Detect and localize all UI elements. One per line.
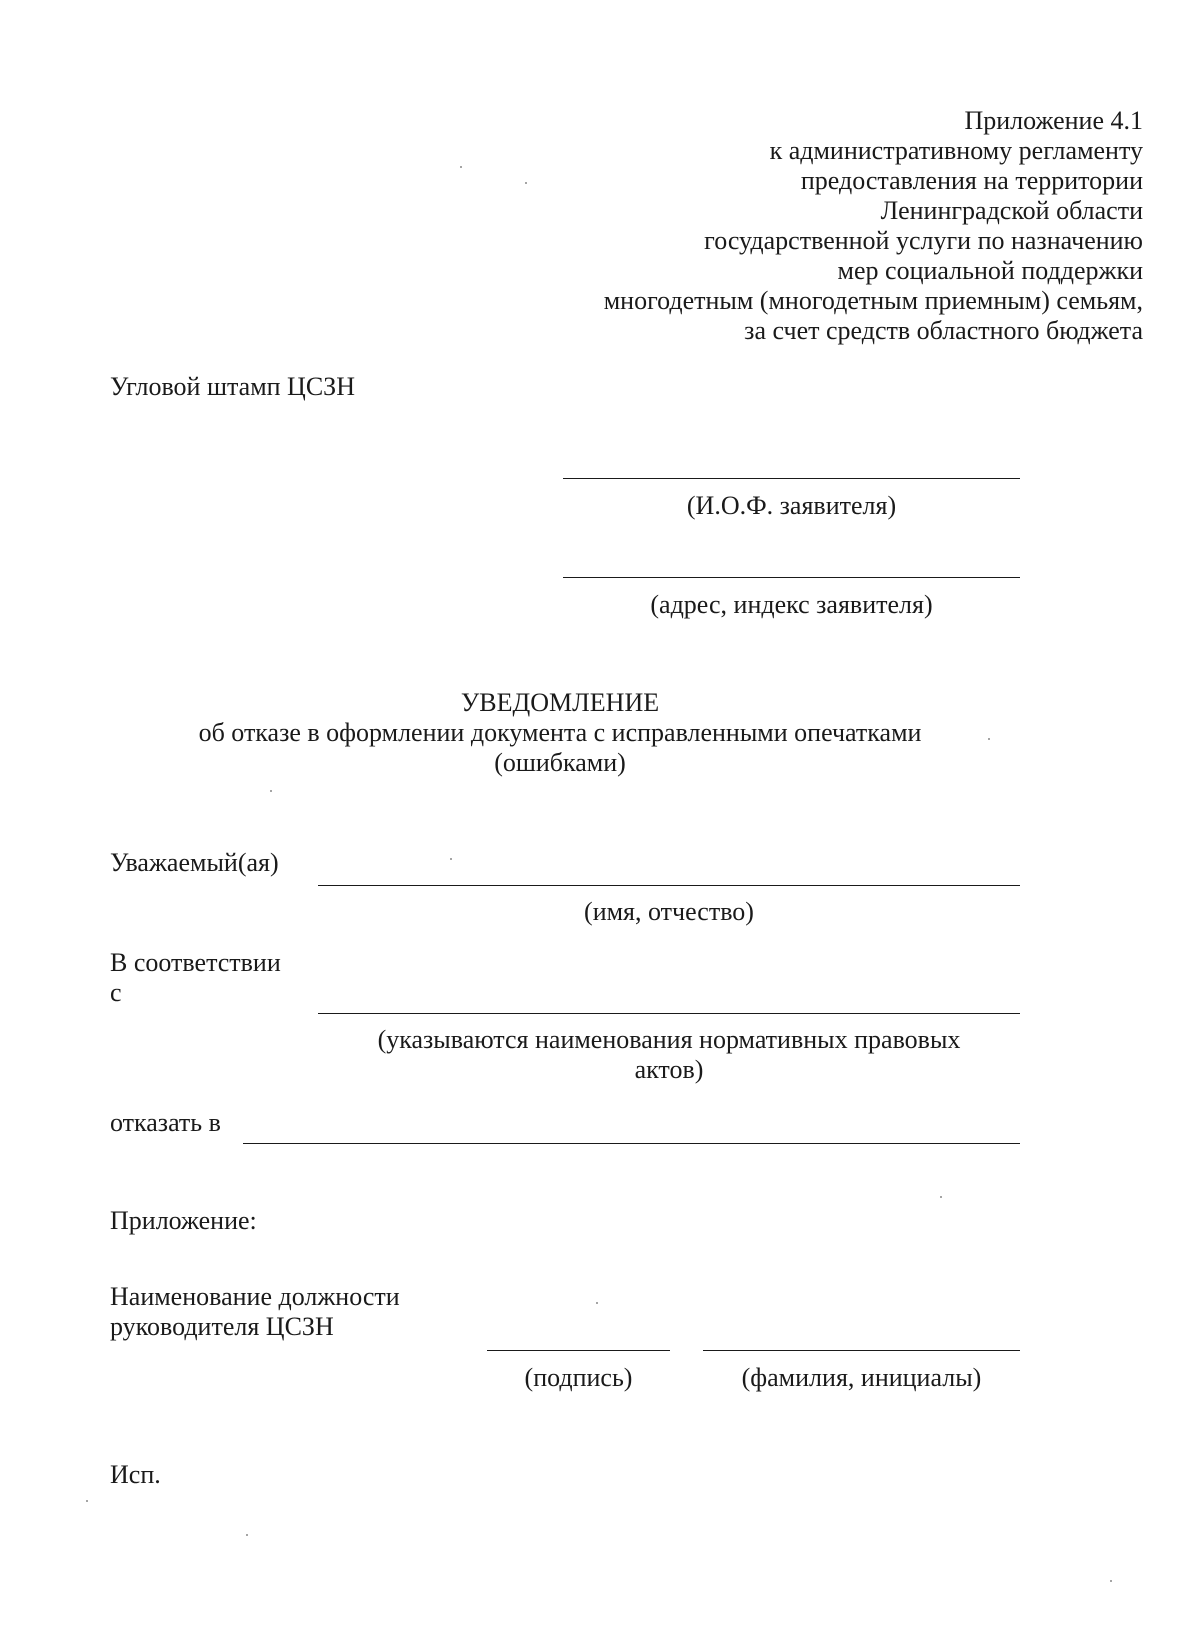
applicant-name-caption: (И.О.Ф. заявителя): [686, 491, 897, 520]
scan-speck: [596, 1302, 598, 1304]
document-subtitle-cont: (ошибками): [494, 748, 626, 777]
header-line: Приложение 4.1: [964, 106, 1143, 135]
scan-speck: [525, 182, 527, 184]
stamp-label: Угловой штамп ЦСЗН: [110, 372, 355, 401]
attachment-label: Приложение:: [110, 1206, 257, 1235]
document-title: УВЕДОМЛЕНИЕ: [460, 688, 660, 717]
scan-speck: [460, 166, 462, 168]
applicant-address-line[interactable]: [563, 577, 1020, 578]
header-line: государственной услуги по назначению: [704, 226, 1143, 255]
scan-speck: [270, 790, 272, 792]
refuse-label: отказать в: [110, 1108, 221, 1137]
scan-speck: [450, 858, 452, 860]
applicant-address-caption: (адрес, индекс заявителя): [650, 590, 933, 619]
header-line: предоставления на территории: [800, 166, 1143, 195]
header-block: [503, 106, 1143, 346]
legal-acts-line[interactable]: [318, 1013, 1020, 1014]
scan-speck: [940, 1196, 942, 1198]
scan-speck: [988, 738, 990, 740]
executor-label: Исп.: [110, 1460, 161, 1489]
signer-name-caption: (фамилия, инициалы): [741, 1363, 982, 1392]
signature-caption: (подпись): [524, 1363, 633, 1392]
recipient-name-caption: (имя, отчество): [584, 897, 754, 926]
accordance-label: В соответствии: [110, 948, 281, 977]
document-subtitle: об отказе в оформлении документа с исправленными опечатками: [198, 718, 922, 747]
accordance-label-cont: с: [110, 978, 122, 1007]
header-line: Ленинградской области: [880, 196, 1143, 225]
legal-acts-caption-cont: актов): [634, 1055, 704, 1084]
legal-acts-caption: (указываются наименования нормативных правовых: [377, 1025, 961, 1054]
signature-line[interactable]: [487, 1350, 670, 1351]
greeting-label: Уважаемый(ая): [110, 848, 279, 877]
header-line: за счет средств областного бюджета: [744, 316, 1143, 345]
header-line: мер социальной поддержки: [837, 256, 1143, 285]
scan-speck: [1110, 1580, 1112, 1582]
refuse-reason-line[interactable]: [243, 1143, 1020, 1144]
position-label: Наименование должности: [110, 1282, 400, 1311]
scan-speck: [86, 1500, 88, 1502]
applicant-name-line[interactable]: [563, 478, 1020, 479]
header-line: многодетным (многодетным приемным) семьям,: [603, 286, 1143, 315]
scan-speck: [246, 1534, 248, 1536]
position-label-cont: руководителя ЦСЗН: [110, 1312, 334, 1341]
recipient-name-line[interactable]: [318, 885, 1020, 886]
signer-name-line[interactable]: [703, 1350, 1020, 1351]
header-line: к административному регламенту: [769, 136, 1143, 165]
